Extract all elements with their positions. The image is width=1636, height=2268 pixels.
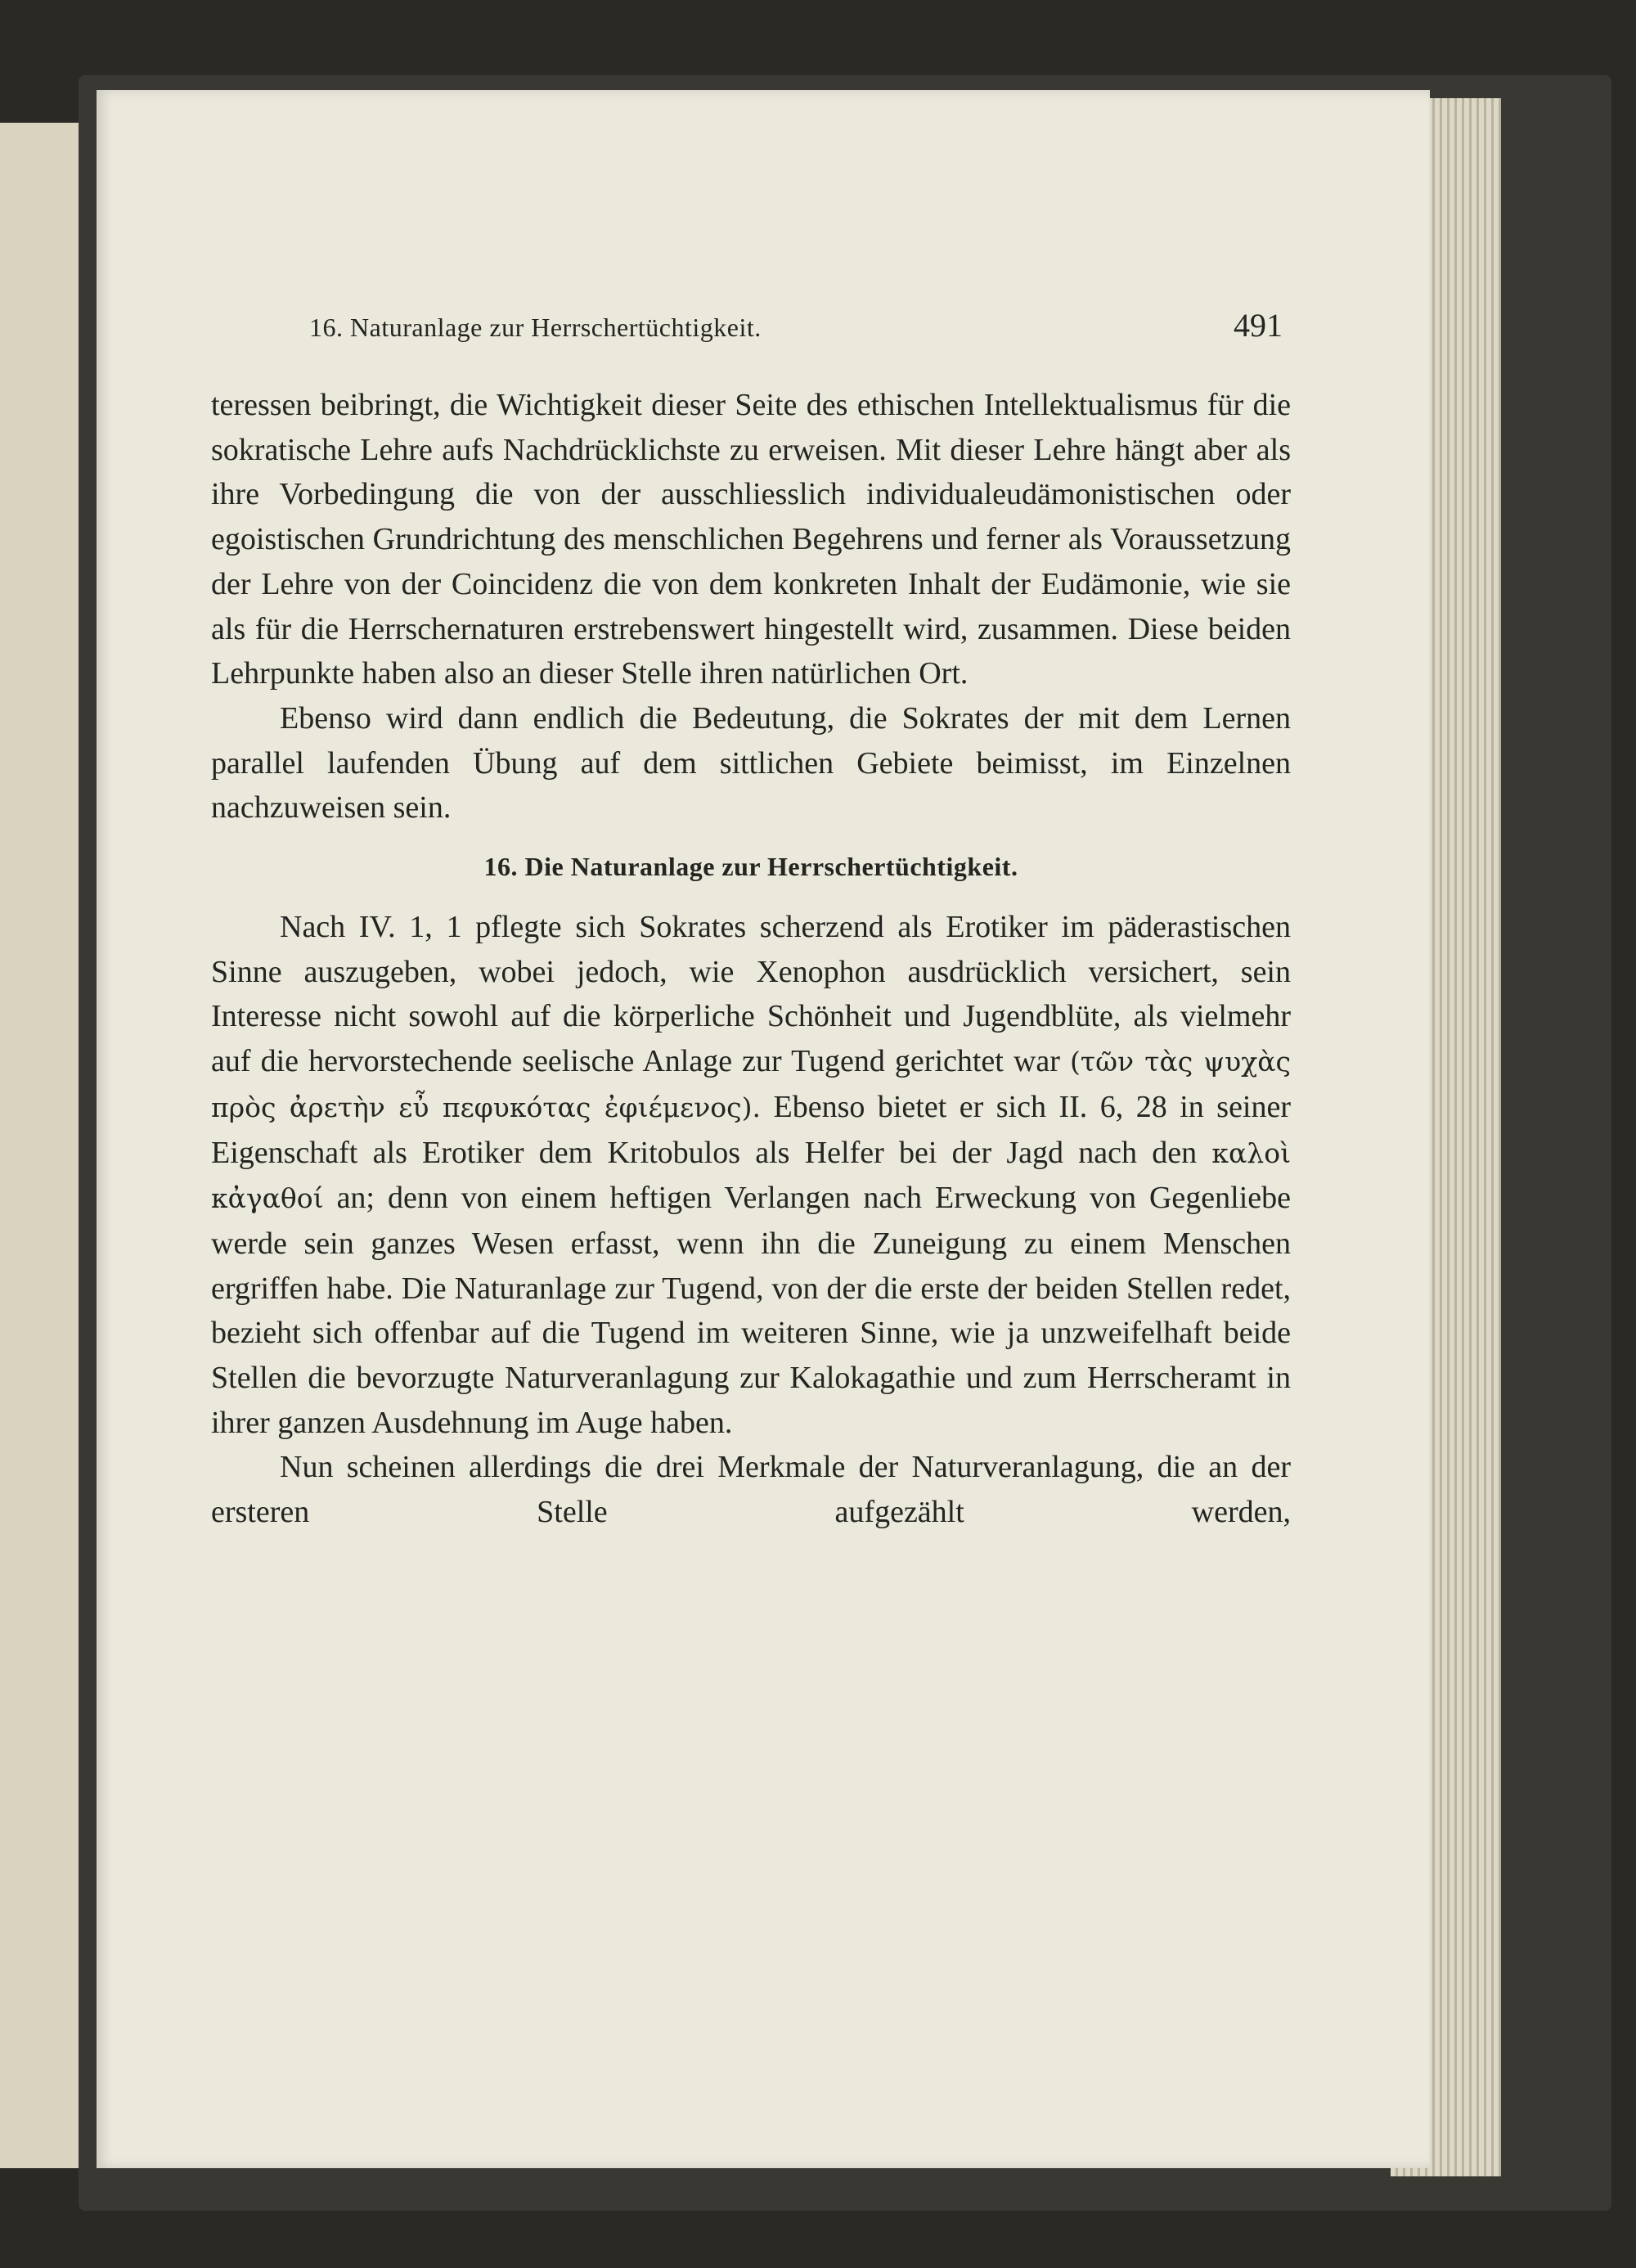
paragraph-1: teressen beibringt, die Wichtigkeit dieser Seite des ethischen Intellektualismus für die sokratische Lehre aufs Nachdrücklichste zu erweisen. Mit dieser Lehre hängt aber als ihre Vorbedingung die von der ausschliesslich individualeudämonistischen oder egoistischen Grundrichtung des menschlichen Begehrens und ferner als Voraussetzung der Lehre von der Coincidenz die von dem konkreten Inhalt der Eudämonie, wie sie als für die Herrschernaturen erstrebenswert hingestellt wird, zusammen. Diese beiden Lehrpunkte haben also an dieser Stelle ihren natürlichen Ort. [211,388,1291,691]
facing-page-edge [0,123,83,2168]
running-head-title: 16. Naturanlage zur Herrschertüchtigkeit. [309,313,762,342]
paragraph-3-text-c: an; denn von einem heftigen Verlangen nach Erweckung von Gegenliebe werde sein ganzes Wesen erfasst, wenn ihn die Zuneigung zu einem Menschen ergriffen habe. Die Naturanlage zur Tugend, von der die erste der beiden Stellen redet, bezieht sich offenbar auf die Tugend im weiteren Sinne, wie ja unzweifelhaft beide Stellen die bevorzugte Naturveranlagung zur Kalokagathie und zum Herrscheramt in ihrer ganzen Ausdehnung im Auge haben. [211,1181,1292,1440]
paragraph-3-text-a: Nach IV. 1, 1 pflegte sich Sokrates scherzend als Erotiker im päderastischen Sinne auszugeben, wobei jedoch, wie Xenophon ausdrücklich versichert, sein Interesse nicht sowohl auf die körperliche Schönheit und Jugendblüte, als vielmehr auf die hervorstechende seelische Anlage zur Tugend gerichtet war [211,910,1291,1079]
book-page [97,90,1430,2168]
running-head [211,306,1291,383]
paragraph-3-text-b: Ebenso bietet er sich II. 6, 28 in seiner Eigenschaft als Erotiker dem Kritobulos als Helfer bei der Jagd nach den [211,1089,1292,1170]
section-heading: 16. Die Naturanlage zur Herrschertüchtigkeit. [483,852,1018,882]
paragraph-4: Nun scheinen allerdings die drei Merkmale der Naturveranlagung, die an der ersteren Stelle aufgezählt werden, [211,1450,1291,1530]
page-number: 491 [1234,307,1283,344]
paragraph-2: Ebenso wird dann endlich die Bedeutung, die Sokrates der mit dem Lernen parallel laufenden Übung auf dem sittlichen Gebiete beimisst, im Einzelnen nachzuweisen sein. [211,700,1291,826]
paragraph-3 [211,905,1291,1445]
page-text [211,306,1291,1535]
greek-quotation-1: (τῶν τὰς ψυχὰς πρὸς ἀρετὴν εὖ πεφυκότας ἐφιέμενος). [211,1046,1292,1123]
greek-quotation-2: καλοὶ κἀγαθοί [211,1136,1292,1215]
